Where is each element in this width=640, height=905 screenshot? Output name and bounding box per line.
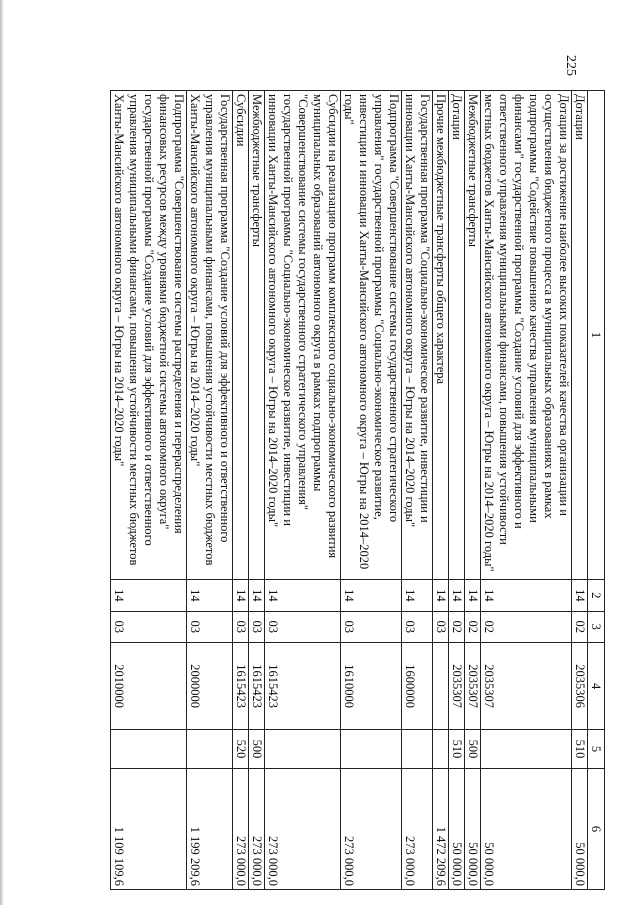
row-target-code: 2035307 <box>449 643 465 730</box>
row-subsection: 03 <box>341 611 402 642</box>
row-expense-type <box>187 730 233 769</box>
row-subsection: 02 <box>481 611 572 642</box>
row-amount: 1 472 209,6 <box>433 768 449 889</box>
table-row <box>481 91 572 890</box>
header-col-5: 5 <box>588 730 605 769</box>
row-name: Дотации <box>572 91 588 580</box>
row-name: Межбюджетные трансферты <box>465 91 481 580</box>
row-subsection: 03 <box>187 611 233 642</box>
row-target-code: 2010000 <box>111 643 187 730</box>
table-row <box>187 91 233 890</box>
row-subsection: 02 <box>465 611 481 642</box>
row-section: 14 <box>265 580 341 611</box>
table-row <box>572 91 588 890</box>
row-target-code: 2035307 <box>465 643 481 730</box>
row-name: Дотации за достижение наиболее высоких показателей качества организации и осуществления бюджетного процесса в муниципальных образованиях в рамках подпрограммы "Содействие повышению качества управления муниципальными финансами" государственной программы "Создание условий для эффективного и ответственного управления муниципальными финансами, повышения устойчивости местных бюджетов Ханты-Мансийского автономного округа – Югры на 2014–2020 годы" <box>481 91 572 580</box>
table-header-row <box>588 91 605 890</box>
row-subsection: 03 <box>249 611 265 642</box>
table-row <box>433 91 449 890</box>
row-name: Субсидии на реализацию программ комплексного социально-экономического развития муниципальных образований автономного округа в рамках подпрограммы "Совершенствование системы государственного стратегического управления" государственной программы "Социально-экономическое развитие, инвестиции и инновации Ханты-Мансийского автономного округа – Югры на 2014–2020 годы" <box>265 91 341 580</box>
table-row <box>449 91 465 890</box>
budget-table-container <box>85 90 605 890</box>
row-expense-type: 510 <box>449 730 465 769</box>
table-row <box>465 91 481 890</box>
scan-edge <box>0 0 4 905</box>
table-row <box>341 91 402 890</box>
row-subsection: 03 <box>402 611 433 642</box>
row-expense-type: 500 <box>249 730 265 769</box>
row-target-code: 1615423 <box>233 643 249 730</box>
row-expense-type <box>265 730 341 769</box>
table-row <box>402 91 433 890</box>
row-name: Субсидии <box>233 91 249 580</box>
row-name: Подпрограмма "Совершенствование системы распределения и перераспределения финансовых ресурсов между уровнями бюджетной системы автономного округа" государственной программы "Создание условий для эффективного и ответственного управления муниципальными финансами, повышения устойчивости местных бюджетов Ханты-Мансийского автономного округа – Югры на 2014–2020 годы" <box>111 91 187 580</box>
page-number: 225 <box>563 55 578 76</box>
row-section: 14 <box>449 580 465 611</box>
row-section: 14 <box>111 580 187 611</box>
row-target-code: 2035306 <box>572 643 588 730</box>
row-expense-type: 500 <box>465 730 481 769</box>
table-row <box>111 91 187 890</box>
row-subsection: 02 <box>449 611 465 642</box>
row-name: Подпрограмма "Совершенствование системы государственного стратегического управления" государственной программы "Социально-экономическое развитие, инвестиции и инновации Ханты-Мансийского автономного округа – Югры на 2014–2020 годы" <box>341 91 402 580</box>
row-target-code: 2035307 <box>481 643 572 730</box>
row-amount: 50 000,0 <box>449 768 465 889</box>
header-col-3: 3 <box>588 611 605 642</box>
row-section: 14 <box>433 580 449 611</box>
row-expense-type: 510 <box>572 730 588 769</box>
row-amount: 273 000,0 <box>402 768 433 889</box>
header-col-6: 6 <box>588 768 605 889</box>
budget-table <box>110 90 605 890</box>
row-expense-type <box>433 730 449 769</box>
row-amount: 273 000,0 <box>249 768 265 889</box>
row-expense-type <box>341 730 402 769</box>
row-subsection: 03 <box>233 611 249 642</box>
row-section: 14 <box>402 580 433 611</box>
row-section: 14 <box>481 580 572 611</box>
row-section: 14 <box>187 580 233 611</box>
row-amount: 1 109 109,6 <box>111 768 187 889</box>
table-row <box>249 91 265 890</box>
row-amount: 273 000,0 <box>341 768 402 889</box>
row-target-code <box>433 643 449 730</box>
header-col-2: 2 <box>588 580 605 611</box>
row-subsection: 03 <box>111 611 187 642</box>
row-expense-type <box>111 730 187 769</box>
row-amount: 50 000,0 <box>572 768 588 889</box>
row-name: Межбюджетные трансферты <box>249 91 265 580</box>
row-target-code: 1615423 <box>265 643 341 730</box>
row-amount: 273 000,0 <box>265 768 341 889</box>
row-name: Государственная программа "Создание условий для эффективного и ответственного управления муниципальными финансами, повышения устойчивости местных бюджетов Ханты-Мансийского автономного округа – Югры на 2014–2020 годы" <box>187 91 233 580</box>
row-expense-type: 520 <box>233 730 249 769</box>
row-target-code: 1600000 <box>402 643 433 730</box>
table-row <box>265 91 341 890</box>
row-amount: 1 199 209,6 <box>187 768 233 889</box>
row-subsection: 03 <box>265 611 341 642</box>
row-target-code: 2000000 <box>187 643 233 730</box>
row-name: Дотации <box>449 91 465 580</box>
row-amount: 273 000,0 <box>233 768 249 889</box>
row-name: Государственная программа "Социально-экономическое развитие, инвестиции и инновации Ханты-Мансийского автономного округа – Югры на 2014–2020 годы" <box>402 91 433 580</box>
row-section: 14 <box>465 580 481 611</box>
row-expense-type <box>402 730 433 769</box>
header-col-4: 4 <box>588 643 605 730</box>
row-amount: 50 000,0 <box>481 768 572 889</box>
row-amount: 50 000,0 <box>465 768 481 889</box>
row-subsection: 02 <box>572 611 588 642</box>
row-section: 14 <box>249 580 265 611</box>
row-section: 14 <box>233 580 249 611</box>
row-target-code: 1610000 <box>341 643 402 730</box>
row-name: Прочие межбюджетные трансферты общего характера <box>433 91 449 580</box>
table-row <box>233 91 249 890</box>
row-section: 14 <box>572 580 588 611</box>
row-subsection: 03 <box>433 611 449 642</box>
header-col-1: 1 <box>588 91 605 580</box>
row-expense-type <box>481 730 572 769</box>
row-section: 14 <box>341 580 402 611</box>
row-target-code: 1615423 <box>249 643 265 730</box>
